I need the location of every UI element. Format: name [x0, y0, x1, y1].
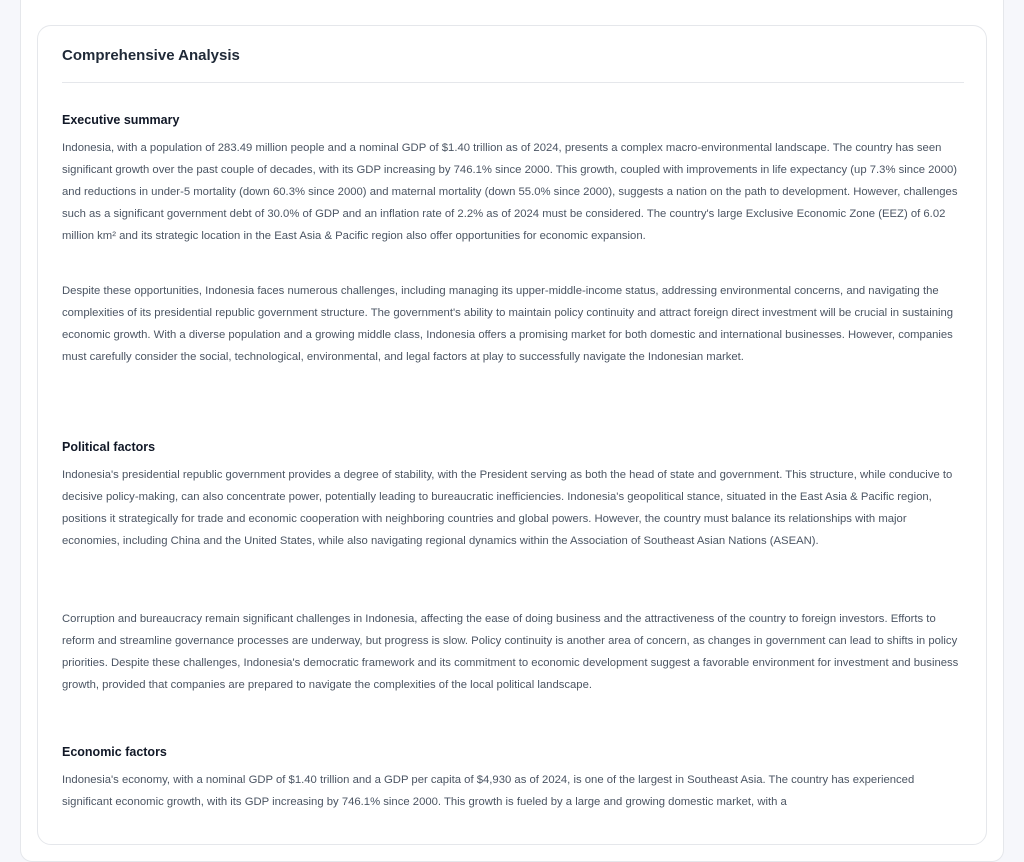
- card-header: [62, 48, 964, 83]
- section-heading-political-factors: Political factors: [62, 440, 156, 454]
- card-title: Comprehensive Analysis: [62, 47, 240, 64]
- paragraph: Corruption and bureaucracy remain significant challenges in Indonesia, affecting the ease of doing business and the attractiveness of the country to foreign investors. Efforts to reform and streamline governance processes are underway, but progress is slow. Policy continuity is another area of concern, as changes in government can lead to shifts in policy priorities. Despite these challenges, Indonesia's democratic framework and its commitment to economic development suggest a favorable environment for investment and business growth, provided that companies are prepared to navigate the complexities of the local political landscape.: [62, 613, 959, 691]
- paragraph: Indonesia's economy, with a nominal GDP of $1.40 trillion and a GDP per capita of $4,930 as of 2024, is one of the largest in Southeast Asia. The country has experienced significant economic growth, with its GDP increasing by 746.1% since 2000. This growth is fueled by a large and growing domestic market, with a: [62, 774, 915, 808]
- section-heading-executive-summary: Executive summary: [62, 113, 180, 127]
- analysis-card: [37, 25, 987, 845]
- section-heading-economic-factors: Economic factors: [62, 745, 167, 759]
- paragraph: Indonesia's presidential republic government provides a degree of stability, with the President serving as both the head of state and government. This structure, while conducive to decisive policy-making, can also concentrate power, potentially leading to bureaucratic inefficiencies. Indonesia's geopolitical stance, situated in the East Asia & Pacific region, positions it strategically for trade and economic cooperation with neighboring countries and global powers. However, the country must balance its relationships with major economies, including China and the United States, while also navigating regional dynamics within the Association of Southeast Asian Nations (ASEAN).: [62, 469, 953, 547]
- paragraph: Despite these opportunities, Indonesia faces numerous challenges, including managing its upper-middle-income status, addressing environmental concerns, and navigating the complexities of its presidential republic government structure. The government's ability to maintain policy continuity and attract foreign direct investment will be crucial in sustaining economic growth. With a diverse population and a growing middle class, Indonesia offers a promising market for both domestic and international businesses. However, companies must carefully consider the social, technological, environmental, and legal factors at play to successfully navigate the Indonesian market.: [62, 285, 954, 363]
- paragraph: Indonesia, with a population of 283.49 million people and a nominal GDP of $1.40 trillion as of 2024, presents a complex macro-environmental landscape. The country has seen significant growth over the past couple of decades, with its GDP increasing by 746.1% since 2000. This growth, coupled with improvements in life expectancy (up 7.3% since 2000) and reductions in under-5 mortality (down 60.3% since 2000) and maternal mortality (down 55.0% since 2000), suggests a nation on the path to development. However, challenges such as a significant government debt of 30.0% of GDP and an inflation rate of 2.2% as of 2024 must be considered. The country's large Exclusive Economic Zone (EEZ) of 6.02 million km² and its strategic location in the East Asia & Pacific region also offer opportunities for economic expansion.: [62, 142, 958, 242]
